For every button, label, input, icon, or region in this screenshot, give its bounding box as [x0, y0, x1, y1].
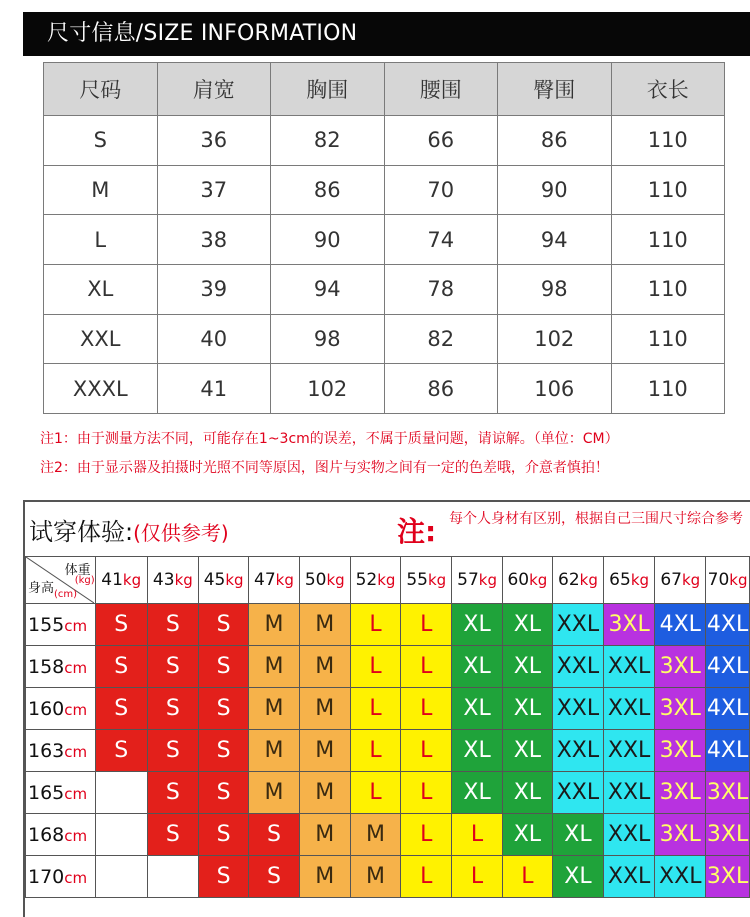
weight-value: 62	[558, 570, 580, 590]
fit-cell: L	[401, 730, 452, 772]
fit-cell: XXL	[603, 646, 655, 688]
cell-xxl-shoulder: 40	[157, 314, 271, 364]
fit-cell: L	[350, 730, 400, 772]
height-unit: cm	[64, 784, 88, 803]
fit-cell: S	[95, 688, 147, 730]
fit-cell: XXL	[553, 772, 604, 814]
height-value: 170	[28, 865, 65, 888]
fit-cell: M	[299, 730, 350, 772]
fit-cell: L	[350, 646, 400, 688]
fit-cell: L	[401, 604, 452, 646]
height-row-160	[26, 688, 750, 730]
fit-cell: S	[95, 604, 147, 646]
weight-unit: kg	[377, 571, 396, 589]
fit-cell: M	[299, 814, 350, 856]
fit-cell: L	[452, 856, 502, 898]
cell-xxl-chest: 98	[271, 314, 385, 364]
fit-cell: XXL	[553, 730, 604, 772]
weight-header-row	[26, 557, 750, 604]
weight-value: 41	[101, 570, 123, 590]
height-header-168	[26, 814, 96, 856]
fit-cell: S	[249, 856, 299, 898]
weight-header-65	[603, 557, 655, 604]
height-value: 160	[28, 697, 65, 720]
cell-m-shoulder: 37	[157, 165, 271, 215]
trial-title-paren: (仅供参考)	[133, 521, 229, 545]
cell-xxxl-chest: 102	[271, 364, 385, 414]
cell-s-waist: 66	[384, 116, 498, 166]
corner-height-label: 身高	[28, 581, 55, 596]
corner-cell	[26, 557, 96, 604]
fit-cell: 4XL	[706, 604, 750, 646]
fit-cell: S	[147, 646, 198, 688]
fit-cell: M	[350, 814, 400, 856]
weight-value: 65	[609, 570, 631, 590]
fit-cell: XL	[502, 688, 552, 730]
table-header-row	[44, 63, 725, 116]
table-row	[44, 314, 725, 364]
fit-cell: M	[299, 604, 350, 646]
height-header-163	[26, 730, 96, 772]
fit-cell: XL	[452, 730, 502, 772]
trial-title	[29, 512, 229, 547]
note-label: 注:	[397, 515, 437, 548]
fit-cell: M	[299, 646, 350, 688]
fit-cell: S	[95, 646, 147, 688]
size-info-table	[43, 62, 725, 414]
weight-value: 57	[457, 570, 479, 590]
table-row	[44, 116, 725, 166]
weight-value: 70	[707, 570, 730, 590]
fit-cell	[95, 772, 147, 814]
fit-cell: S	[249, 814, 299, 856]
fit-cell: M	[299, 856, 350, 898]
fit-cell: M	[249, 688, 299, 730]
fit-cell: 3XL	[655, 814, 706, 856]
height-value: 163	[28, 739, 65, 762]
fit-cell: 3XL	[603, 604, 655, 646]
weight-unit: kg	[225, 571, 244, 589]
height-row-158	[26, 646, 750, 688]
weight-value: 67	[660, 570, 682, 590]
height-header-170	[26, 856, 96, 898]
weight-value: 47	[254, 570, 276, 590]
cell-xxxl-shoulder: 41	[157, 364, 271, 414]
fit-cell: S	[198, 856, 248, 898]
fit-cell: L	[401, 688, 452, 730]
corner-weight-unit: (kg)	[74, 575, 95, 586]
weight-value: 50	[304, 570, 327, 590]
weight-header-62	[553, 557, 604, 604]
fit-cell: 3XL	[655, 688, 706, 730]
trial-experience-panel	[23, 500, 750, 917]
fit-cell: XXL	[553, 646, 604, 688]
fit-cell: M	[299, 772, 350, 814]
fit-cell: XXL	[603, 730, 655, 772]
height-row-170	[26, 856, 750, 898]
table-row	[44, 165, 725, 215]
fit-cell: 4XL	[706, 646, 750, 688]
weight-unit: kg	[122, 571, 142, 589]
weight-header-50	[299, 557, 350, 604]
cell-xl-shoulder: 39	[157, 264, 271, 314]
fit-cell: L	[401, 856, 452, 898]
height-value: 165	[28, 781, 65, 804]
weight-unit: kg	[529, 571, 548, 589]
fit-cell: XL	[553, 814, 604, 856]
fit-cell: S	[198, 688, 248, 730]
cell-l-chest: 90	[271, 215, 385, 265]
fit-cell: M	[350, 856, 400, 898]
table-row	[44, 264, 725, 314]
weight-header-67	[655, 557, 706, 604]
height-unit: cm	[64, 868, 88, 887]
cell-xxl-hip: 102	[498, 314, 612, 364]
col-header-waist: 腰围	[384, 63, 498, 116]
fit-cell: XXL	[553, 604, 604, 646]
height-value: 155	[28, 613, 65, 636]
cell-l-length: 110	[611, 215, 725, 265]
col-header-hip: 臀围	[498, 63, 612, 116]
fit-cell: S	[198, 646, 248, 688]
fit-cell: XL	[502, 814, 552, 856]
fit-cell: 3XL	[655, 730, 706, 772]
cell-s-chest: 82	[271, 116, 385, 166]
fit-cell: S	[147, 688, 198, 730]
weight-header-70	[706, 557, 750, 604]
fit-cell: S	[198, 772, 248, 814]
fit-cell: S	[95, 730, 147, 772]
cell-xxxl-waist: 86	[384, 364, 498, 414]
fit-cell: XL	[502, 646, 552, 688]
fit-cell: 3XL	[706, 856, 750, 898]
fit-cell: L	[350, 772, 400, 814]
col-header-shoulder: 肩宽	[157, 63, 271, 116]
cell-xxl-waist: 82	[384, 314, 498, 364]
fit-cell: XL	[452, 772, 502, 814]
cell-xl-size: XL	[44, 264, 158, 314]
height-unit: cm	[64, 658, 88, 677]
height-row-163	[26, 730, 750, 772]
cell-xl-chest: 94	[271, 264, 385, 314]
fit-cell: XL	[452, 646, 502, 688]
cell-xxxl-hip: 106	[498, 364, 612, 414]
cell-xxl-length: 110	[611, 314, 725, 364]
cell-s-size: S	[44, 116, 158, 166]
fit-cell: 4XL	[706, 730, 750, 772]
fit-cell: XXL	[603, 814, 655, 856]
col-header-length: 衣长	[611, 63, 725, 116]
height-row-155	[26, 604, 750, 646]
height-header-165	[26, 772, 96, 814]
weight-unit: kg	[174, 571, 193, 589]
cell-xl-length: 110	[611, 264, 725, 314]
note-2: 注2：由于显示器及拍摄时光照不同等原因，图片与实物之间有一定的色差哦，介意者慎拍！	[40, 460, 609, 476]
weight-value: 45	[203, 570, 226, 590]
trial-hint: 每个人身材有区别，根据自己三围尺寸综合参考	[449, 511, 743, 527]
cell-m-length: 110	[611, 165, 725, 215]
fit-cell	[95, 814, 147, 856]
weight-header-52	[350, 557, 400, 604]
fit-cell	[95, 856, 147, 898]
weight-value: 60	[507, 570, 530, 590]
fit-cell: XXL	[655, 856, 706, 898]
height-header-160	[26, 688, 96, 730]
cell-s-hip: 86	[498, 116, 612, 166]
fit-cell: 3XL	[706, 814, 750, 856]
fit-cell: M	[249, 604, 299, 646]
weight-header-47	[249, 557, 299, 604]
weight-value: 43	[152, 570, 175, 590]
height-row-165	[26, 772, 750, 814]
height-unit: cm	[64, 826, 88, 845]
height-value: 168	[28, 823, 65, 846]
cell-m-waist: 70	[384, 165, 498, 215]
fit-cell: S	[147, 814, 198, 856]
weight-unit: kg	[579, 571, 598, 589]
fit-cell: L	[350, 688, 400, 730]
fit-cell: 3XL	[706, 772, 750, 814]
weight-value: 52	[355, 570, 378, 590]
fit-cell: S	[147, 604, 198, 646]
col-header-chest: 胸围	[271, 63, 385, 116]
corner-weight-label: 体重	[64, 563, 91, 578]
weight-header-55	[401, 557, 452, 604]
height-header-155	[26, 604, 96, 646]
fit-cell: L	[401, 814, 452, 856]
corner-height-unit: (cm)	[54, 589, 78, 600]
weight-unit: kg	[630, 571, 650, 589]
fit-cell: XL	[502, 604, 552, 646]
weight-header-41	[95, 557, 147, 604]
cell-m-size: M	[44, 165, 158, 215]
fit-cell: S	[198, 814, 248, 856]
fit-cell: XL	[502, 772, 552, 814]
cell-xxxl-length: 110	[611, 364, 725, 414]
weight-header-57	[452, 557, 502, 604]
cell-xl-waist: 78	[384, 264, 498, 314]
fit-cell: XXL	[603, 688, 655, 730]
fit-cell: S	[147, 772, 198, 814]
table-row	[44, 364, 725, 414]
height-row-168	[26, 814, 750, 856]
cell-m-chest: 86	[271, 165, 385, 215]
height-unit: cm	[64, 700, 88, 719]
section-header: 尺寸信息/SIZE INFORMATION	[23, 12, 750, 56]
fit-cell: S	[147, 730, 198, 772]
fit-cell: 4XL	[655, 604, 706, 646]
fit-cell: XXL	[553, 688, 604, 730]
cell-l-waist: 74	[384, 215, 498, 265]
fit-cell: M	[299, 688, 350, 730]
height-unit: cm	[64, 742, 88, 761]
fit-cell: XL	[502, 730, 552, 772]
cell-xxxl-size: XXXL	[44, 364, 158, 414]
fit-cell: 3XL	[655, 646, 706, 688]
fit-cell	[147, 856, 198, 898]
weight-header-60	[502, 557, 552, 604]
fit-cell: XL	[452, 604, 502, 646]
weight-unit: kg	[275, 571, 294, 589]
height-value: 158	[28, 655, 65, 678]
fit-cell: 3XL	[655, 772, 706, 814]
cell-l-shoulder: 38	[157, 215, 271, 265]
fit-cell: S	[198, 730, 248, 772]
col-header-size: 尺码	[44, 63, 158, 116]
weight-unit: kg	[729, 571, 748, 589]
trial-title-text: 试穿体验:	[29, 518, 134, 546]
weight-value: 55	[406, 570, 428, 590]
cell-m-hip: 90	[498, 165, 612, 215]
height-header-158	[26, 646, 96, 688]
height-unit: cm	[64, 616, 88, 635]
table-row	[44, 215, 725, 265]
fit-cell: XXL	[603, 772, 655, 814]
cell-xxl-size: XXL	[44, 314, 158, 364]
note-1: 注1：由于测量方法不同，可能存在1~3cm的误差，不属于质量问题，请谅解。（单位：CM）	[40, 431, 619, 447]
trial-title-bar	[25, 502, 750, 557]
fit-cell: L	[401, 772, 452, 814]
fit-cell: L	[452, 814, 502, 856]
fit-cell: M	[249, 646, 299, 688]
fit-cell: L	[401, 646, 452, 688]
fit-cell: XXL	[603, 856, 655, 898]
fit-cell: M	[249, 730, 299, 772]
fit-cell: L	[502, 856, 552, 898]
weight-unit: kg	[326, 571, 345, 589]
weight-unit: kg	[478, 571, 497, 589]
fit-cell: M	[249, 772, 299, 814]
cell-s-length: 110	[611, 116, 725, 166]
cell-l-hip: 94	[498, 215, 612, 265]
weight-header-45	[198, 557, 248, 604]
fit-cell: XL	[452, 688, 502, 730]
cell-xl-hip: 98	[498, 264, 612, 314]
fit-grid	[25, 556, 750, 898]
fit-cell: XL	[553, 856, 604, 898]
fit-cell: L	[350, 604, 400, 646]
weight-unit: kg	[428, 571, 447, 589]
weight-header-43	[147, 557, 198, 604]
weight-unit: kg	[681, 571, 701, 589]
fit-cell: 4XL	[706, 688, 750, 730]
cell-s-shoulder: 36	[157, 116, 271, 166]
fit-cell: S	[198, 604, 248, 646]
cell-l-size: L	[44, 215, 158, 265]
